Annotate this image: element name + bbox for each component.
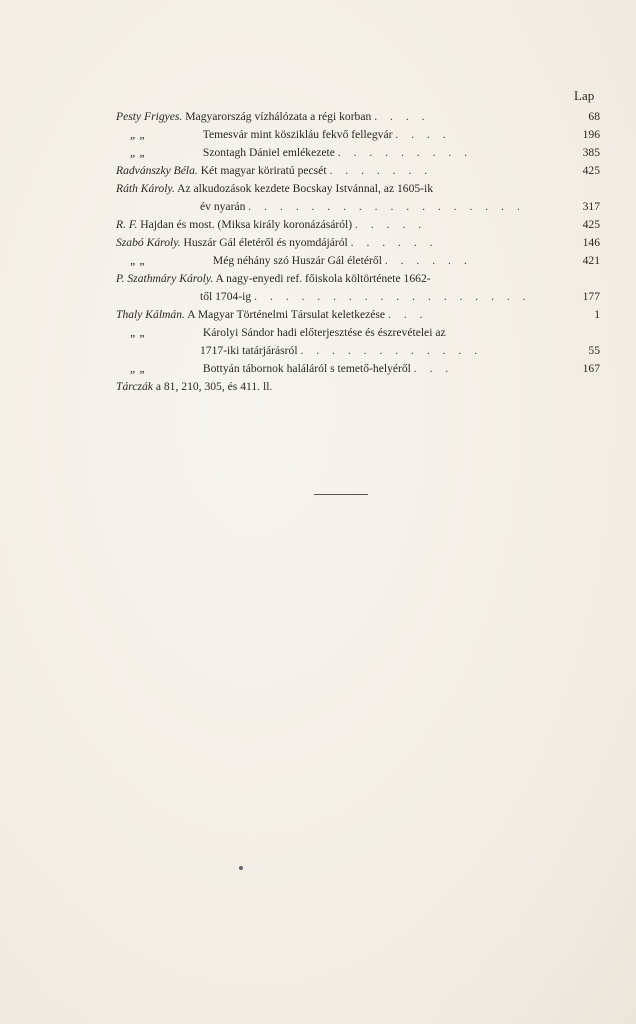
leader-dots: . . .	[413, 362, 454, 375]
entry-author: Pesty Frigyes.	[116, 110, 183, 123]
entry-page-number: 421	[582, 254, 600, 267]
leader-dots: . . . . . . .	[329, 164, 433, 177]
entry-title: Két magyar köriratú pecsét	[200, 164, 327, 177]
leader-dots: . . . . . . . . .	[337, 146, 473, 159]
entry-author: Thaly Kálmán.	[116, 308, 185, 321]
entry-title: től 1704-ig	[200, 290, 252, 303]
entry-title: Huszár Gál életéről és nyomdájáról	[183, 236, 348, 249]
leader-dots: . . . .	[395, 128, 451, 141]
entry-title: 1717-iki tatárjárásról	[200, 344, 298, 357]
entry-title: Károlyi Sándor hadi előterjesztése és észrevételei az	[202, 326, 446, 339]
entry-title: a 81, 210, 305, és 411. ll.	[155, 380, 273, 393]
entry-page-number: 1	[594, 308, 600, 321]
toc-entry	[116, 108, 600, 126]
ditto-mark: „ „	[130, 128, 146, 141]
entry-page-number: 146	[582, 236, 600, 249]
entry-title: Szontagh Dániel emlékezete	[202, 146, 335, 159]
entry-title: Temesvár mint köszikláu fekvő fellegvár	[202, 128, 393, 141]
toc-entry-continuation	[116, 342, 600, 360]
leader-dots: . . . . . .	[350, 236, 438, 249]
toc-entry	[116, 360, 600, 378]
toc-entry	[116, 234, 600, 252]
entry-page-number: 385	[582, 146, 600, 159]
ditto-mark: „ „	[130, 362, 146, 375]
toc-entry	[116, 378, 600, 396]
table-of-contents	[116, 108, 600, 396]
entry-page-number: 425	[582, 164, 600, 177]
toc-entry	[116, 144, 600, 162]
leader-dots: . . . . . . . . . . . . . . . . . .	[254, 290, 531, 303]
toc-entry	[116, 252, 600, 270]
ditto-mark: „ „	[130, 254, 146, 267]
entry-title: A nagy-enyedi ref. főiskola költörténete 1662-	[215, 272, 431, 285]
entry-title: Magyarország vízhálózata a régi korban	[185, 110, 372, 123]
toc-entry	[116, 324, 600, 342]
entry-title: A Magyar Történelmi Társulat keletkezése	[187, 308, 386, 321]
paper-speck	[239, 866, 243, 870]
entry-title: év nyarán	[200, 200, 246, 213]
entry-page-number: 167	[582, 362, 600, 375]
entry-title: Bottyán tábornok haláláról s temető-helyéről	[202, 362, 411, 375]
leader-dots: . . . . . .	[384, 254, 472, 267]
toc-entry-continuation	[116, 288, 600, 306]
leader-dots: . . . . . . . . . . . .	[300, 344, 483, 357]
entry-page-number: 177	[582, 290, 600, 303]
leader-dots: . . . . .	[355, 218, 427, 231]
toc-entry	[116, 270, 600, 288]
toc-entry	[116, 162, 600, 180]
leader-dots: . . . .	[374, 110, 430, 123]
entry-title: Hajdan és most. (Miksa király koronázásáról)	[140, 218, 353, 231]
ditto-mark: „ „	[130, 326, 146, 339]
entry-author: Tárczák	[116, 380, 153, 393]
entry-title: Az alkudozások kezdete Bocskay Istvánnal, az 1605-ik	[177, 182, 434, 195]
entry-page-number: 196	[582, 128, 600, 141]
entry-page-number: 68	[588, 110, 600, 123]
entry-author: P. Szathmáry Károly.	[116, 272, 214, 285]
toc-entry	[116, 216, 600, 234]
ditto-mark: „ „	[130, 146, 146, 159]
entry-title: Még néhány szó Huszár Gál életéről	[212, 254, 382, 267]
page-column-header: Lap	[574, 88, 595, 103]
toc-entry	[116, 126, 600, 144]
toc-entry	[116, 180, 600, 198]
entry-author: Szabó Károly.	[116, 236, 181, 249]
entry-page-number: 425	[582, 218, 600, 231]
entry-author: Radvánszky Béla.	[116, 164, 198, 177]
toc-entry-continuation	[116, 198, 600, 216]
entry-author: R. F.	[116, 218, 138, 231]
entry-page-number: 317	[582, 200, 600, 213]
toc-entry	[116, 306, 600, 324]
entry-author: Ráth Károly.	[116, 182, 175, 195]
entry-page-number: 55	[588, 344, 600, 357]
leader-dots: . . . . . . . . . . . . . . . . . .	[248, 200, 525, 213]
section-divider	[314, 494, 368, 495]
leader-dots: . . .	[388, 308, 428, 321]
